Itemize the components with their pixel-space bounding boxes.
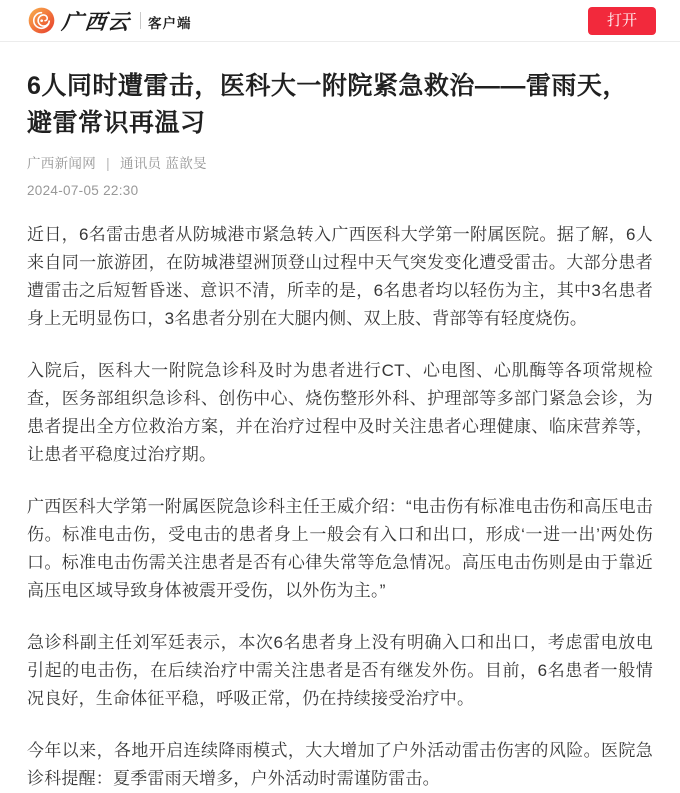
- app-logo[interactable]: [28, 6, 192, 36]
- open-app-button[interactable]: 打开: [588, 7, 656, 35]
- article-body: [27, 221, 653, 793]
- article-content: [0, 42, 680, 793]
- source-name: 广西新闻网: [27, 156, 96, 171]
- gxcloud-swirl-icon: [28, 7, 55, 34]
- logo-wordmark: 广西云: [60, 8, 133, 34]
- article-title: 6人同时遭雷击，医科大一附院紧急救治——雷雨天，避雷常识再温习: [27, 72, 628, 137]
- paragraph-3: 广西医科大学第一附属医院急诊科主任王威介绍：“电击伤有标准电击伤和高压电击伤。标准电击伤，受电击的患者身上一般会有入口和出口，形成‘一进一出’两处伤口。标准电击伤需关注患者是否有心律失常等危急情况。高压电击伤则是由于靠近高压电区域导致身体被震开受伤，以外伤为主。”: [27, 497, 653, 600]
- app-header: [0, 0, 680, 42]
- paragraph-5: 今年以来，各地开启连续降雨模式，大大增加了户外活动雷击伤害的风险。医院急诊科提醒：夏季雷雨天增多，户外活动时需谨防雷击。: [27, 741, 653, 788]
- publish-datetime: 2024-07-05 22:30: [27, 183, 139, 198]
- logo-divider: [140, 12, 141, 29]
- paragraph-4: 急诊科副主任刘军廷表示，本次6名患者身上没有明确入口和出口，考虑雷电放电引起的电击伤，在后续治疗中需关注患者是否有继发外伤。目前，6名患者一般情况良好，生命体征平稳，呼吸正常，仍在持续接受治疗中。: [27, 633, 653, 708]
- logo-suffix: 客户端: [148, 16, 192, 31]
- paragraph-2: 入院后，医科大一附院急诊科及时为患者进行CT、心电图、心肌酶等各项常规检查，医务部组织急诊科、创伤中心、烧伤整形外科、护理部等多部门紧急会诊，为患者提出全方位救治方案，并在治疗过程中及时关注患者心理健康、临床营养等，让患者平稳度过治疗期。: [27, 361, 653, 464]
- paragraph-1: 近日，6名雷击患者从防城港市紧急转入广西医科大学第一附属医院。据了解，6人来自同一旅游团，在防城港望洲顶登山过程中天气突发变化遭受雷击。大部分患者遭雷击之后短暂昏迷、意识不清，所幸的是，6名患者均以轻伤为主，其中3名患者身上无明显伤口，3名患者分别在大腿内侧、双上肢、背部等有轻度烧伤。: [27, 225, 653, 328]
- byline: [27, 152, 653, 172]
- author-name: 通讯员 蓝歆旻: [119, 156, 207, 171]
- byline-separator: |: [106, 156, 110, 171]
